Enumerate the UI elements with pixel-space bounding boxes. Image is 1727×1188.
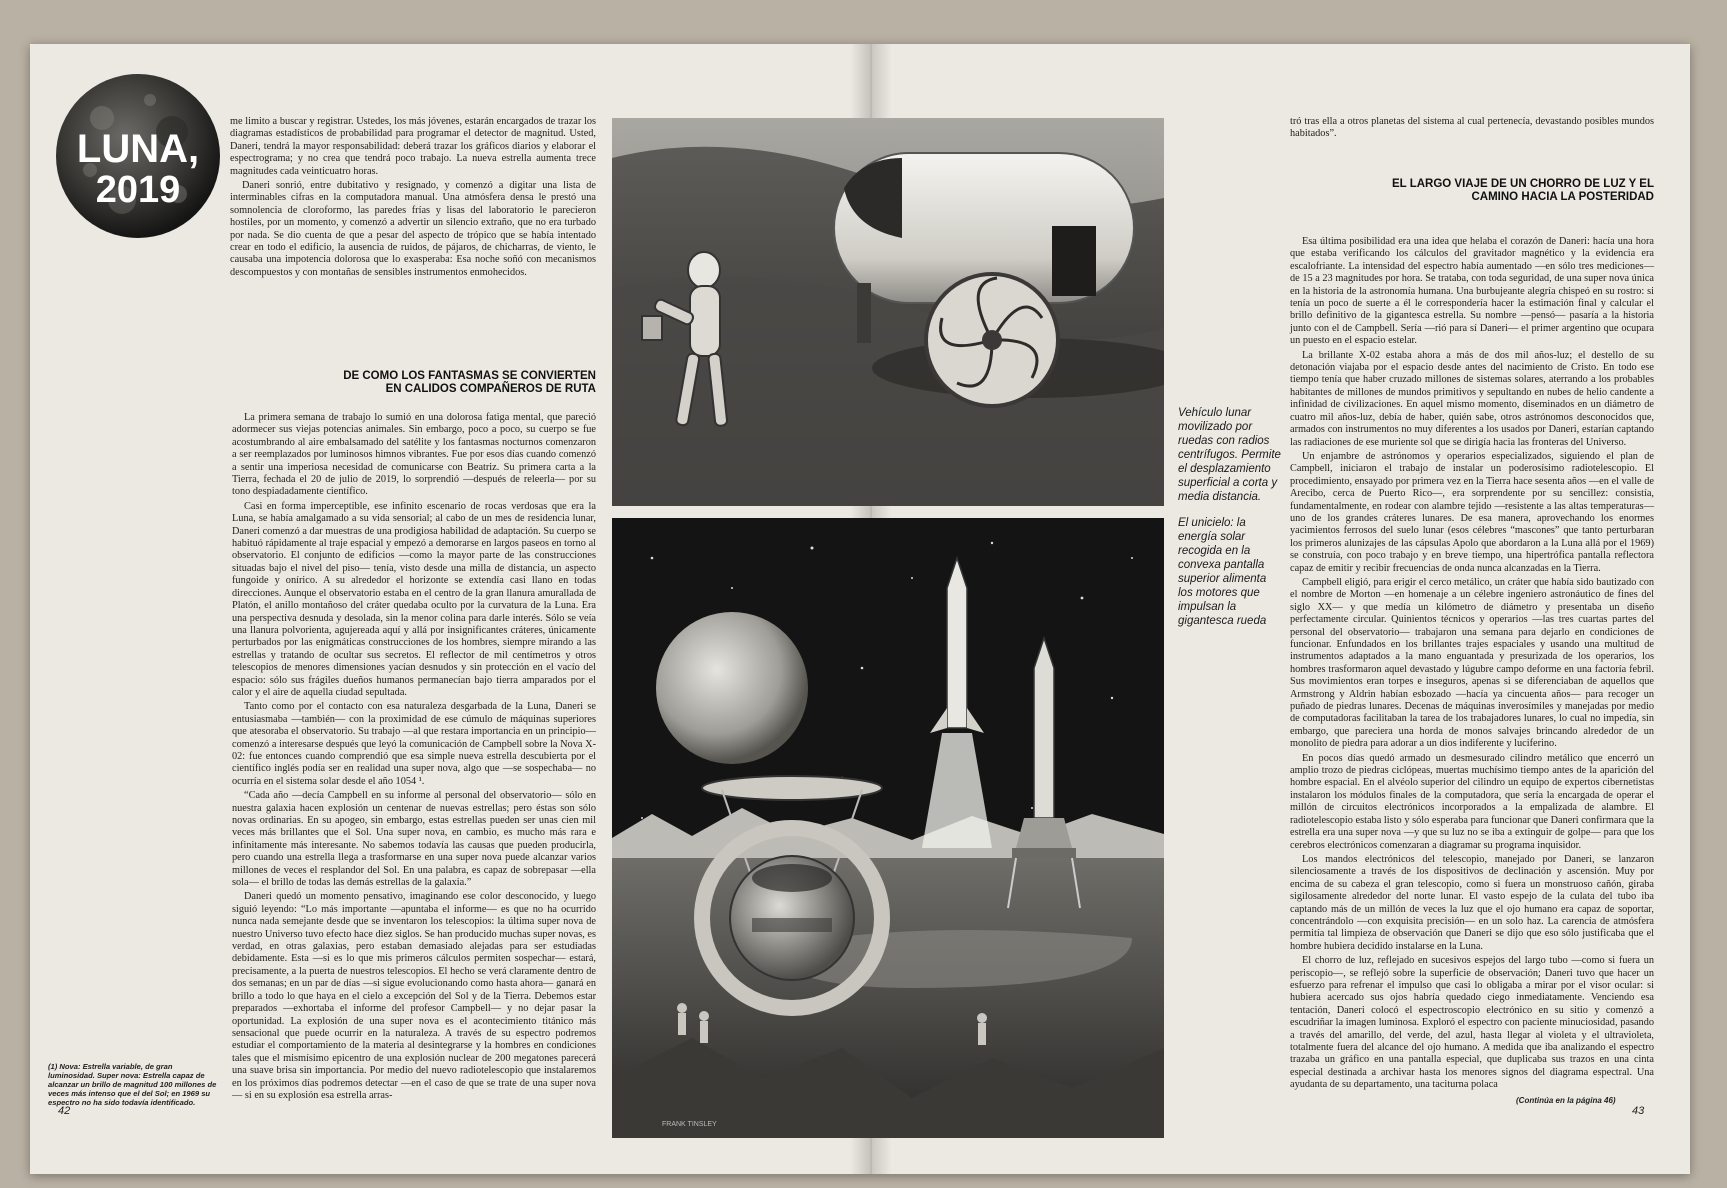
paragraph: Esa última posibilidad era una idea que helaba el corazón de Daneri: hacía una hora que estaba verificando los cálculos del gravitador magnético y la evidencia era escalofriante. La intensidad del espectro había aumentado —en sólo tres mediciones— de 15 a 23 magnitudes por hora. Se trataba, con toda seguridad, de una super nova única en la historia de la astronomía humana. Una burbujeante alegría chispeó en su rostro: si tenía un poco de suerte a él le correspondería hacer la estimación final y calcular el brillo definitivo de la gigantesca estrella. Su nombre —pensó— pasaría a la historia junto con el de Campbell. Sería —rió para sí Daneri— el primer argentino que ocupara un puesto en el espacio estelar. — [1290, 236, 1654, 347]
right-top-text — [1290, 116, 1654, 143]
paragraph: tró tras ella a otros planetas del sistema al cual pertenecía, devastando posibles mundos habitados”. — [1290, 116, 1654, 140]
artist-signature: FRANK TINSLEY — [662, 1121, 717, 1128]
section-heading-1: DE COMO LOS FANTASMAS SE CONVIERTEN EN CALIDOS COMPAÑEROS DE RUTA — [343, 370, 596, 395]
illustration-unicielo — [612, 518, 1164, 1138]
paragraph: La primera semana de trabajo lo sumió en una dolorosa fatiga mental, que pareció adormecer sus viejas potencias animales. Sin embargo, poco a poco, su cuerpo se fue acostumbrando al aire embalsamado del satélite y los fantasmas nocturnos comenzaron a ser reemplazados por luminosos himnos vibrantes. Fue por esos días cuando comenzó a sentir una imperiosa necesidad de comunicarse con Beatriz. Su primera carta a la Tierra, fechada el 20 de julio de 2019, lo sorprendió —después de releerla— por su tono despiadadamente científico. — [232, 412, 596, 498]
paragraph: La brillante X-02 estaba ahora a más de dos mil años-luz; el destello de su detonación viajaba por el espacio desde antes del nacimiento de Cristo. En todo ese tiempo tenía que haber cruzado millones de sistemas solares, aterrando a los probables habitantes de millones de mundos primitivos y sepultando en nubes de helio candente a infinidad de civilizaciones. En aquel mismo momento, diseminados en un diámetro de cuatro mil años-luz, debía de haber, quién sabe, otros astrónomos desconocidos que, armados con instrumentos no muy diferentes a los usados por Daneri, estarían captando las radiaciones de ese muriente sol que se dirigía hacia las fronteras del Universo. — [1290, 349, 1654, 448]
caption-vehicle: Vehículo lunar movilizado por ruedas con radios centrífugos. Permite el desplazamiento superficial a corta y media distancia. — [1178, 407, 1281, 503]
unicielo-illustration — [612, 518, 1164, 1138]
photo-captions — [1178, 406, 1284, 640]
continued-note: (Continúa en la página 46) — [1516, 1096, 1616, 1105]
photo-lunar-vehicle — [612, 118, 1164, 506]
title-moon-logo — [52, 70, 224, 242]
lunar-vehicle-illustration — [612, 118, 1164, 506]
paragraph: Un enjambre de astrónomos y operarios especializados, siguiendo el plan de Campbell, iniciaron el trabajo de instalar un poderosísimo radiotelescopio. El procedimiento, ensayado por primera vez en la Tierra hace sesenta años —en el valle de Arecibo, cerca de Puerto Rico—, era sorprendente por su sencillez: consistía, fundamentalmente, en rodear con alambre tejido —resistente a las altas temperaturas— uno de los grandes cráteres lunares. De esa manera, aprovechando los enormes yacimientos ferrosos del suelo lunar (esos célebres “mascones” que tanto perturbaran los primeros alunizajes de las cápsulas Apolo que abordaron a la Luna allá por el 1969) se construía, con poco trabajo y en breve tiempo, una hipertrófica pantalla reflectora capaz de emitir y recibir frecuencias de onda nunca alcanzadas en la Tierra. — [1290, 450, 1654, 574]
paragraph: “Cada año —decía Campbell en su informe al personal del observatorio— sólo en nuestra galaxia hacen explosión un centenar de nuevas estrellas; pero éstas son sólo novas ordinarias. En su apogeo, sin embargo, estas estrellas pueden ser unas cien mil veces más brillantes que el Sol. Una super nova, en cambio, es mucho más rara e infinitamente más interesante. No sabemos todavía las causas que pueden producirla, pero cuando una estrella llega a trasformarse en una super nova puede alcanzar varios millones de veces el resplandor del Sol. En una palabra, es capaz de sobrepasar —ella sola— el brillo de todas las demás estrellas de la galaxia.” — [232, 790, 596, 889]
page-number-right: 43 — [1632, 1105, 1645, 1117]
left-top-text — [230, 116, 596, 281]
moon-icon — [52, 70, 224, 242]
paragraph: me limito a buscar y registrar. Ustedes, los más jóvenes, estarán encargados de trazar los diagramas estadísticos de probabilidad para programar el detector de magnitud. Usted, Daneri, tendrá la mayor responsabilidad: deberá trazar los gráficos diarios y elaborar el espectrograma; y no crea que tendrá poco trabajo. La nueva estrella aumenta trece magnitudes cada veinticuatro horas. — [230, 116, 596, 177]
section-heading-2: EL LARGO VIAJE DE UN CHORRO DE LUZ Y EL CAMINO HACIA LA POSTERIDAD — [1392, 178, 1654, 203]
left-main-text — [232, 412, 596, 1104]
paragraph: Daneri quedó un momento pensativo, imaginando ese color desconocido, y luego siguió leyendo: “Lo más importante —apuntaba el informe— es que no ha ocurrido nunca nada semejante desde que se inventaron los telescopios: la última super nova de nuestro Universo tuvo efecto hace diez siglos. Se han producido muchas super novas, es verdad, en otras galaxias, pero estaban demasiado alejadas para ser estudiadas debidamente. Esta —si es lo que mis primeros cálculos permiten sospechar— estará, precisamente, a la puerta de nuestros telescopios. El hecho se verá claramente dentro de dos semanas; en un par de días —si sigue evolucionando como hasta ahora— ganará en brillo a todo lo que haya en el cielo a excepción del Sol y de la Tierra. Debemos estar preparados —exhortaba el informe del profesor Campbell— y no dejar pasar la oportunidad. La explosión de una super nova es el acontecimiento titánico más sensacional que puede ocurrir en la naturaleza. A través de su espectro podremos estudiar el comportamiento de la materia al desintegrarse y la hombres en condiciones tales que el mismísimo epicentro de una explosión nuclear de 200 megatones parecerá una suave brisa sin importancia. Por medio del nuevo radiotelescopio que instalaremos en los próximos días podremos detectar —en el caso de que se trate de una super nova— si en su explosión esa estrella arras- — [232, 891, 596, 1101]
paragraph: Tanto como por el contacto con esa naturaleza desgarbada de la Luna, Daneri se entusiasmaba —también— con la proximidad de ese cúmulo de máquinas superiores que atesoraba el observatorio. Su trabajo —al que restara importancia en un principio— comenzó a interesarse después que leyó la comunicación de Campbell sobre la Nova X-02: fue entonces cuando comprendió que esa simple nueva estrella descubierta por el científico inglés podía ser en realidad una super nova, algo que —se sospechaba— no ocurría en el sistema solar desde el año 1054 ¹. — [232, 701, 596, 787]
paragraph: Los mandos electrónicos del telescopio, manejado por Daneri, se lanzaron silenciosamente a través de los dispositivos de declinación y ascensión. Muy por encima de su cabeza el gran telescopio, como si fuera un monstruoso cañón, giraba sigilosamente alrededor del norte lunar. El vasto espejo de la culata del tubo iba captando más de un millón de veces la luz que el ojo humano era capaz de soportar, concentrándolo —con exquisita precisión— en un solo haz. La carencia de atmósfera permitía tal limpieza de observación que Daneri se dijo que eso sólo justificaba que el hombre hubiera decidido instalarse en la Luna. — [1290, 853, 1654, 952]
title-line2: 2019 — [95, 169, 181, 211]
right-main-text — [1290, 236, 1654, 1094]
paragraph: El chorro de luz, reflejado en sucesivos espejos del largo tubo —como si fuera un periscopio—, se reflejó sobre la superficie de observación; Daneri tuvo que hacer un esfuerzo para refrenar el impulso que casi lo obligaba a mirar por el visor ocular: si hubiera acercado sus ojos habría quedado ciego inmediatamente. Venciendo esa tentación, Daneri colocó el espectroscopio electrónico en su sitio y comenzó a escudriñar la imagen luminosa. Exploró el espectro con paciente minuciosidad, pasando a través del amarillo, del verde, del azul, hasta llegar al violeta y el ultravioleta, totalmente fuera del alcance del ojo humano. A medida que iba analizando el espectro trazaba un gráfico en una pantalla especial, que duplicaba sus trazos en una cinta especial destinada a archivar hasta los menores signos del diagrama espectral. Una ayudanta de su departamento, una taciturna polaca — [1290, 955, 1654, 1091]
paragraph: Casi en forma imperceptible, ese infinito escenario de rocas verdosas que era la Luna, se había amalgamado a su vida sensorial; al cabo de un mes de residencia lunar, Daneri comenzó a dar muestras de una prodigiosa habilidad de adaptación. Su cuerpo se habituó rápidamente al traje espacial y empezó a demorarse en largos paseos en torno al observatorio. El conjunto de edificios —como la mayor parte de las construcciones situadas bajo el nivel del piso— tenía, visto desde una milla de distancia, un aspecto fungoide y onírico. A su alrededor el horizonte se extendía casi llano en todas direcciones. Aunque el observatorio estaba en el centro de la gran llanura amurallada de Platón, el anillo montañoso del cráter quedaba oculto por la curvatura de la Luna. Era una perspectiva desnuda y desolada, sin la menor colina para darle interés. Sólo se veía una llanura polvorienta, agujereada aquí y allá por insignificantes cráteres, únicamente perturbados por las enigmáticas construcciones de los hombres, siempre mirando a las estrellas y tratando de ocultar sus secretos. El reflector de mil centímetros y otros telescopios de menores dimensiones yacían desnudos y sin protección en el vacío del espacio: sólo sus frágiles dueños humanos permanecían bajo tierra amparados por el calor y el aire de aquella ciudad sepultada. — [232, 500, 596, 698]
footnote: (1) Nova: Estrella variable, de gran luminosidad. Super nova: Estrella capaz de alcanzar un brillo de magnitud 100 millones de veces más intenso que el del Sol; en 1969 su espectro no ha sido todavía identificado. — [48, 1062, 217, 1107]
title-line1: LUNA, — [76, 127, 200, 171]
paragraph: En pocos días quedó armado un desmesurado cilindro metálico que encerró un amplio trozo de piedras ciclópeas, muertas muchísimo tiempo antes de la aparición del hombre espacial. En el alvéolo superior del cilindro un equipo de expertos cibernetistas instalaron los módulos finales de la computadora, que sería la encargada de operar el millón de circuitos electrónicos incorporados a la empalizada de alambre. El radiotelescopio estaba listo y sólo esperaba para funcionar que Daneri confirmara que la estrella era una super nova —y que su luz no se iba a extinguir de golpe— para que los cerebros electrónicos comenzaran a diagramar su programa inquisidor. — [1290, 752, 1654, 851]
page-number-left: 42 — [58, 1105, 71, 1117]
paragraph: Daneri sonrió, entre dubitativo y resignado, y comenzó a digitar una lista de interminables cifras en la computadora manual. Una atmósfera densa le prestó una somnolencia de cloroformo, las paredes frías y lisas del laboratorio le parecieron hostiles, por un momento, y comenzó a advertir un silencio extraño, que no era turbado por nada. Se dio cuenta de que a pesar del aspecto de trópico que se había intentado crear en todo el edificio, la ausencia de ruidos, de pájaros, de chicharras, de viento, le causaba una impotencia dolorosa que lo exasperaba: Esa noche soñó con mecanismos descompuestos y con montañas de sensibles instrumentos enmohecidos. — [230, 180, 596, 278]
paragraph: Campbell eligió, para erigir el cerco metálico, un cráter que había sido bautizado con el nombre de Morton —en homenaje a un célebre ingeniero astronáutico de fines del siglo XX— y que medía un kilómetro de diámetro y presentaba un diseño perfectamente circular. Quinientos técnicos y operarios —las tres cuartas partes del personal del observatorio— trabajaron una semana para dejarlo en condiciones de funcionar. Enfundados en los brillantes trajes espaciales y usando una multitud de instrumentos adaptados a la mano enguantada y presurizada de los operarios, los hombres trasformaron aquel devastado y lúgubre campo deforme en una factoría febril. Sus movimientos eran torpes e inseguros, apenas si se diferenciaban de aquellos que Armstrong y Aldrin habían esbozado —hacía ya cincuenta años— para recoger un puñado de piedras lunares. Decenas de máquinas inverosímiles y manejadas por medio de computadoras facilitaban la tarea de los trabajadores lunares, lo cual no impedía, sin embargo, que pareciera una horda de monos salvajes brincando alrededor de un monolito de piedra para adorar a un dios indiferente y luciferino. — [1290, 576, 1654, 750]
caption-unicielo: El unicielo: la energía solar recogida en la convexa pantalla superior alimenta los motores que impulsan la gigantesca rueda — [1178, 517, 1267, 627]
